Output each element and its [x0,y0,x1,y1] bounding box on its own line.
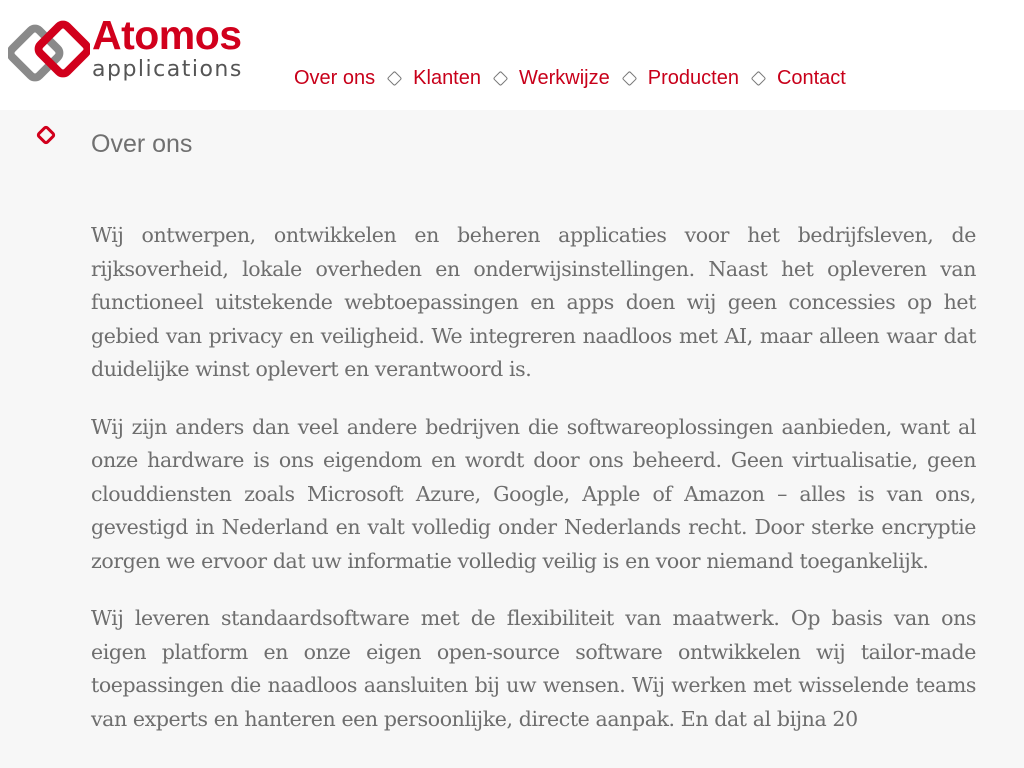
content-paragraph: Wij zijn anders dan veel andere bedrijven die softwareoplossingen aanbieden, want al onze hardware is ons eigendom en wordt door ons beheerd. Geen virtualisatie, geen clouddiensten zoals Microsoft Azure, Google, Apple of Amazon – alles is van ons, gevestigd in Nederland en valt volledig onder Nederlands recht. Door sterke encryptie zorgen we ervoor dat uw informatie volledig veilig is en voor niemand toegankelijk. [91,414,976,573]
nav-separator-icon [493,70,509,86]
section-diamond-icon [35,124,57,146]
content-paragraph: Wij leveren standaardsoftware met de flexibiliteit van maatwerk. Op basis van ons eigen platform en onze eigen open-source software ontwikkelen wij tailor-made toepassingen die naadloos aansluiten bij uw wensen. Wij werken met wisselende teams van experts en hanteren een persoonlijke, directe aanpak. En dat al bijna 20 [91,606,976,731]
nav-separator-icon [387,70,403,86]
nav-separator-icon [751,70,767,86]
nav-link-producten[interactable]: Producten [647,66,739,89]
nav-separator-icon [621,70,637,86]
logo-tagline: applications [92,57,243,82]
logo-chain-icon [8,20,90,82]
site-header [0,0,1024,110]
page-title: Over ons [91,130,193,158]
logo-link[interactable] [8,14,268,94]
nav-link-werkwijze[interactable]: Werkwijze [519,66,610,89]
main-nav [294,64,846,92]
logo-wordmark: Atomos [92,12,242,58]
nav-link-contact[interactable]: Contact [776,66,846,89]
nav-link-over-ons[interactable]: Over ons [294,66,376,89]
nav-link-klanten[interactable]: Klanten [413,66,481,89]
content-paragraph: Wij ontwerpen, ontwikkelen en beheren applicaties voor het bedrijfsleven, de rijksoverheid, lokale overheden en onderwijsinstellingen. Naast het opleveren van functioneel uitstekende webtoepassingen en apps doen wij geen concessies op het gebied van privacy en veiligheid. We integreren naadloos met AI, maar alleen waar dat duidelijke winst oplevert en verantwoord is. [91,223,976,381]
main-content [91,219,976,760]
